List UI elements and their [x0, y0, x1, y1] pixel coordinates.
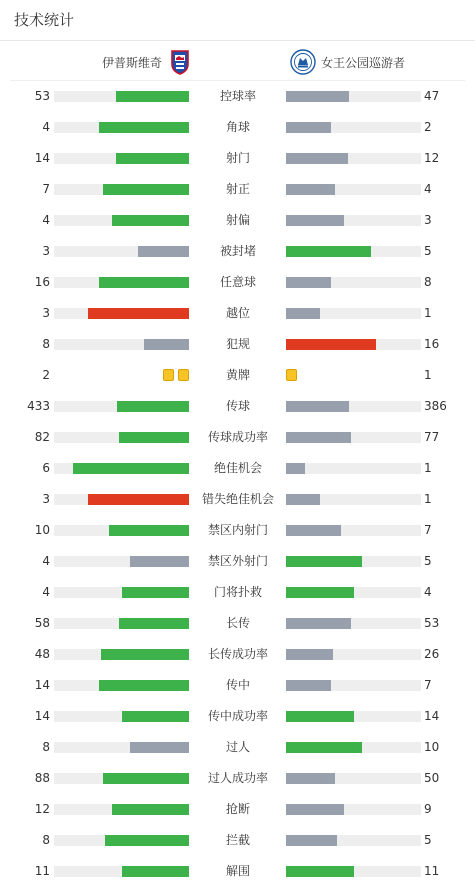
home-bar-fill [112, 804, 189, 815]
home-bar-track [54, 339, 189, 350]
away-value: 3 [424, 213, 432, 227]
stat-row [0, 639, 475, 670]
stat-label: 长传成功率 [207, 647, 268, 661]
stat-row [0, 174, 475, 205]
stat-row [0, 329, 475, 360]
home-bar-track [54, 153, 189, 164]
stat-label: 控球率 [219, 89, 256, 103]
home-bar-fill [105, 835, 189, 846]
home-value: 3 [42, 306, 50, 320]
stat-row [0, 422, 475, 453]
qpr-crest-icon [290, 49, 316, 75]
away-team[interactable] [290, 44, 405, 80]
home-bar-fill [119, 432, 189, 443]
stat-row [0, 236, 475, 267]
away-bar-track [286, 153, 421, 164]
page-title: 技术统计 [14, 11, 75, 29]
away-value: 4 [424, 182, 432, 196]
away-bar-track [286, 91, 421, 102]
away-value: 1 [424, 461, 432, 475]
away-bar-track [286, 649, 421, 660]
home-bar-track [54, 711, 189, 722]
away-bar-fill [286, 401, 349, 412]
home-bar-fill [144, 339, 189, 350]
home-bar-fill [103, 773, 189, 784]
away-bar-fill [286, 618, 351, 629]
stat-label: 过人成功率 [207, 771, 268, 785]
away-bar-fill [286, 835, 337, 846]
away-value: 14 [424, 709, 440, 723]
home-team[interactable] [102, 44, 190, 80]
home-bar-track [54, 494, 189, 505]
home-bar-track [54, 122, 189, 133]
home-bar-track [54, 525, 189, 536]
home-value: 53 [34, 89, 50, 103]
home-bar-fill [130, 556, 189, 567]
away-value: 9 [424, 802, 432, 816]
away-bar-track [286, 773, 421, 784]
home-value: 4 [42, 120, 50, 134]
home-bar-track [54, 835, 189, 846]
away-bar-track [286, 463, 421, 474]
away-bar-track [286, 494, 421, 505]
home-bar-fill [73, 463, 189, 474]
home-value: 12 [34, 802, 50, 816]
stat-label: 黄牌 [225, 368, 250, 382]
home-bar-track [54, 680, 189, 691]
home-bar-track [54, 804, 189, 815]
stat-label: 抢断 [225, 802, 250, 816]
away-bar-track [286, 122, 421, 133]
away-value: 53 [424, 616, 440, 630]
home-value: 11 [34, 864, 50, 878]
home-bar-track [54, 246, 189, 257]
away-bar-fill [286, 649, 333, 660]
away-value: 2 [424, 120, 432, 134]
away-value: 1 [424, 368, 432, 382]
home-bar-track [54, 556, 189, 567]
home-value: 14 [34, 709, 50, 723]
stat-label: 传中 [225, 678, 250, 692]
stat-label: 传中成功率 [207, 709, 268, 723]
home-bar-fill [122, 711, 190, 722]
away-value: 1 [424, 306, 432, 320]
home-value: 16 [34, 275, 50, 289]
away-value: 47 [424, 89, 440, 103]
away-value: 386 [424, 399, 447, 413]
home-bar-fill [122, 866, 190, 877]
stat-label: 被封堵 [219, 244, 256, 258]
away-bar-fill [286, 122, 331, 133]
away-value: 50 [424, 771, 440, 785]
away-value: 16 [424, 337, 440, 351]
stat-label: 越位 [225, 306, 250, 320]
home-value: 8 [42, 833, 50, 847]
away-bar-track [286, 680, 421, 691]
away-bar-track [286, 401, 421, 412]
away-bar-fill [286, 184, 335, 195]
home-bar-fill [116, 91, 189, 102]
away-value: 7 [424, 523, 432, 537]
home-bar-track [54, 587, 189, 598]
away-bar-track [286, 835, 421, 846]
stat-row [0, 794, 475, 825]
home-bar-track [54, 773, 189, 784]
home-bar-track [54, 432, 189, 443]
home-bar-track [54, 649, 189, 660]
away-bar-track [286, 866, 421, 877]
home-bar-fill [103, 184, 189, 195]
home-value: 82 [34, 430, 50, 444]
stat-label: 绝佳机会 [213, 461, 262, 475]
stat-list [0, 81, 475, 887]
away-bar-track [286, 432, 421, 443]
home-value: 58 [34, 616, 50, 630]
stat-row [0, 825, 475, 856]
stat-label: 过人 [225, 740, 250, 754]
home-bar-track [54, 463, 189, 474]
away-value: 4 [424, 585, 432, 599]
away-bar-track [286, 711, 421, 722]
stat-row [0, 143, 475, 174]
home-bar-fill [88, 308, 189, 319]
away-value: 11 [424, 864, 440, 878]
home-bar-track [54, 215, 189, 226]
away-bar-track [286, 339, 421, 350]
away-bar-track [286, 556, 421, 567]
away-bar-fill [286, 680, 331, 691]
away-value: 12 [424, 151, 440, 165]
stat-label: 射门 [225, 151, 250, 165]
away-bar-track [286, 587, 421, 598]
home-value: 48 [34, 647, 50, 661]
away-bar-fill [286, 742, 362, 753]
away-bar-fill [286, 277, 331, 288]
home-bar-fill [101, 649, 189, 660]
home-yellow-cards [163, 369, 189, 382]
away-yellow-cards [286, 369, 297, 382]
home-bar-fill [117, 401, 189, 412]
away-bar-fill [286, 153, 348, 164]
stat-row [0, 112, 475, 143]
home-value: 6 [42, 461, 50, 475]
stat-row [0, 856, 475, 887]
stat-label: 射偏 [225, 213, 250, 227]
stat-row [0, 360, 475, 391]
away-value: 7 [424, 678, 432, 692]
home-value: 433 [27, 399, 50, 413]
home-bar-fill [130, 742, 189, 753]
home-value: 7 [42, 182, 50, 196]
away-value: 8 [424, 275, 432, 289]
stat-row [0, 81, 475, 112]
home-bar-fill [109, 525, 189, 536]
home-bar-fill [138, 246, 189, 257]
yellow-card-icon [178, 369, 189, 381]
home-value: 4 [42, 554, 50, 568]
away-bar-track [286, 308, 421, 319]
away-bar-track [286, 618, 421, 629]
away-value: 26 [424, 647, 440, 661]
away-bar-fill [286, 525, 341, 536]
away-bar-fill [286, 432, 351, 443]
stat-label: 拦截 [225, 833, 250, 847]
home-bar-track [54, 91, 189, 102]
stat-row [0, 484, 475, 515]
stat-label: 禁区外射门 [207, 554, 268, 568]
stat-label: 任意球 [219, 275, 256, 289]
home-bar-fill [112, 215, 189, 226]
away-bar-fill [286, 91, 349, 102]
home-value: 88 [34, 771, 50, 785]
away-bar-track [286, 742, 421, 753]
stat-row [0, 453, 475, 484]
away-bar-fill [286, 866, 354, 877]
away-value: 1 [424, 492, 432, 506]
away-bar-fill [286, 308, 320, 319]
stat-row [0, 267, 475, 298]
home-bar-fill [99, 680, 189, 691]
away-bar-fill [286, 463, 305, 474]
away-bar-fill [286, 246, 371, 257]
stat-row [0, 546, 475, 577]
away-value: 5 [424, 554, 432, 568]
team-header [0, 44, 475, 80]
home-bar-fill [116, 153, 189, 164]
stat-row [0, 732, 475, 763]
stat-label: 解围 [225, 864, 250, 878]
away-bar-fill [286, 215, 344, 226]
stat-label: 传球成功率 [207, 430, 268, 444]
stat-row [0, 701, 475, 732]
home-bar-fill [99, 122, 189, 133]
away-bar-fill [286, 339, 376, 350]
away-bar-track [286, 184, 421, 195]
home-value: 10 [34, 523, 50, 537]
stat-label: 禁区内射门 [207, 523, 268, 537]
away-bar-track [286, 246, 421, 257]
yellow-card-icon [286, 369, 297, 381]
ipswich-crest-icon [170, 49, 190, 75]
away-bar-fill [286, 556, 362, 567]
away-bar-fill [286, 711, 354, 722]
home-bar-track [54, 277, 189, 288]
stat-label: 长传 [225, 616, 250, 630]
stat-row [0, 670, 475, 701]
home-value: 4 [42, 213, 50, 227]
yellow-card-icon [163, 369, 174, 381]
away-bar-track [286, 525, 421, 536]
home-value: 14 [34, 151, 50, 165]
home-bar-track [54, 618, 189, 629]
home-value: 3 [42, 244, 50, 258]
home-value: 8 [42, 337, 50, 351]
stat-row [0, 577, 475, 608]
away-value: 5 [424, 244, 432, 258]
home-bar-track [54, 308, 189, 319]
away-team-name: 女王公园巡游者 [321, 55, 406, 70]
home-bar-track [54, 742, 189, 753]
stat-label: 门将扑救 [213, 585, 262, 599]
home-bar-track [54, 866, 189, 877]
stat-label: 犯规 [225, 337, 250, 351]
stat-row [0, 763, 475, 794]
stat-row [0, 391, 475, 422]
home-bar-fill [122, 587, 190, 598]
away-value: 5 [424, 833, 432, 847]
away-bar-fill [286, 773, 335, 784]
home-value: 4 [42, 585, 50, 599]
home-bar-fill [99, 277, 189, 288]
stat-label: 射正 [225, 182, 250, 196]
away-bar-track [286, 215, 421, 226]
away-bar-fill [286, 494, 320, 505]
home-bar-fill [119, 618, 189, 629]
title-divider [0, 40, 475, 41]
away-bar-track [286, 277, 421, 288]
away-bar-track [286, 804, 421, 815]
home-value: 8 [42, 740, 50, 754]
stat-row [0, 515, 475, 546]
stat-row [0, 298, 475, 329]
home-bar-track [54, 184, 189, 195]
away-value: 10 [424, 740, 440, 754]
stat-row [0, 608, 475, 639]
home-value: 3 [42, 492, 50, 506]
away-bar-fill [286, 587, 354, 598]
home-value: 2 [42, 368, 50, 382]
stat-label: 传球 [225, 399, 250, 413]
home-team-name: 伊普斯维奇 [102, 55, 163, 70]
stat-row [0, 205, 475, 236]
stat-label: 角球 [225, 120, 250, 134]
home-value: 14 [34, 678, 50, 692]
stat-label: 错失绝佳机会 [201, 492, 274, 506]
away-value: 77 [424, 430, 440, 444]
home-bar-fill [88, 494, 189, 505]
home-bar-track [54, 401, 189, 412]
away-bar-fill [286, 804, 344, 815]
